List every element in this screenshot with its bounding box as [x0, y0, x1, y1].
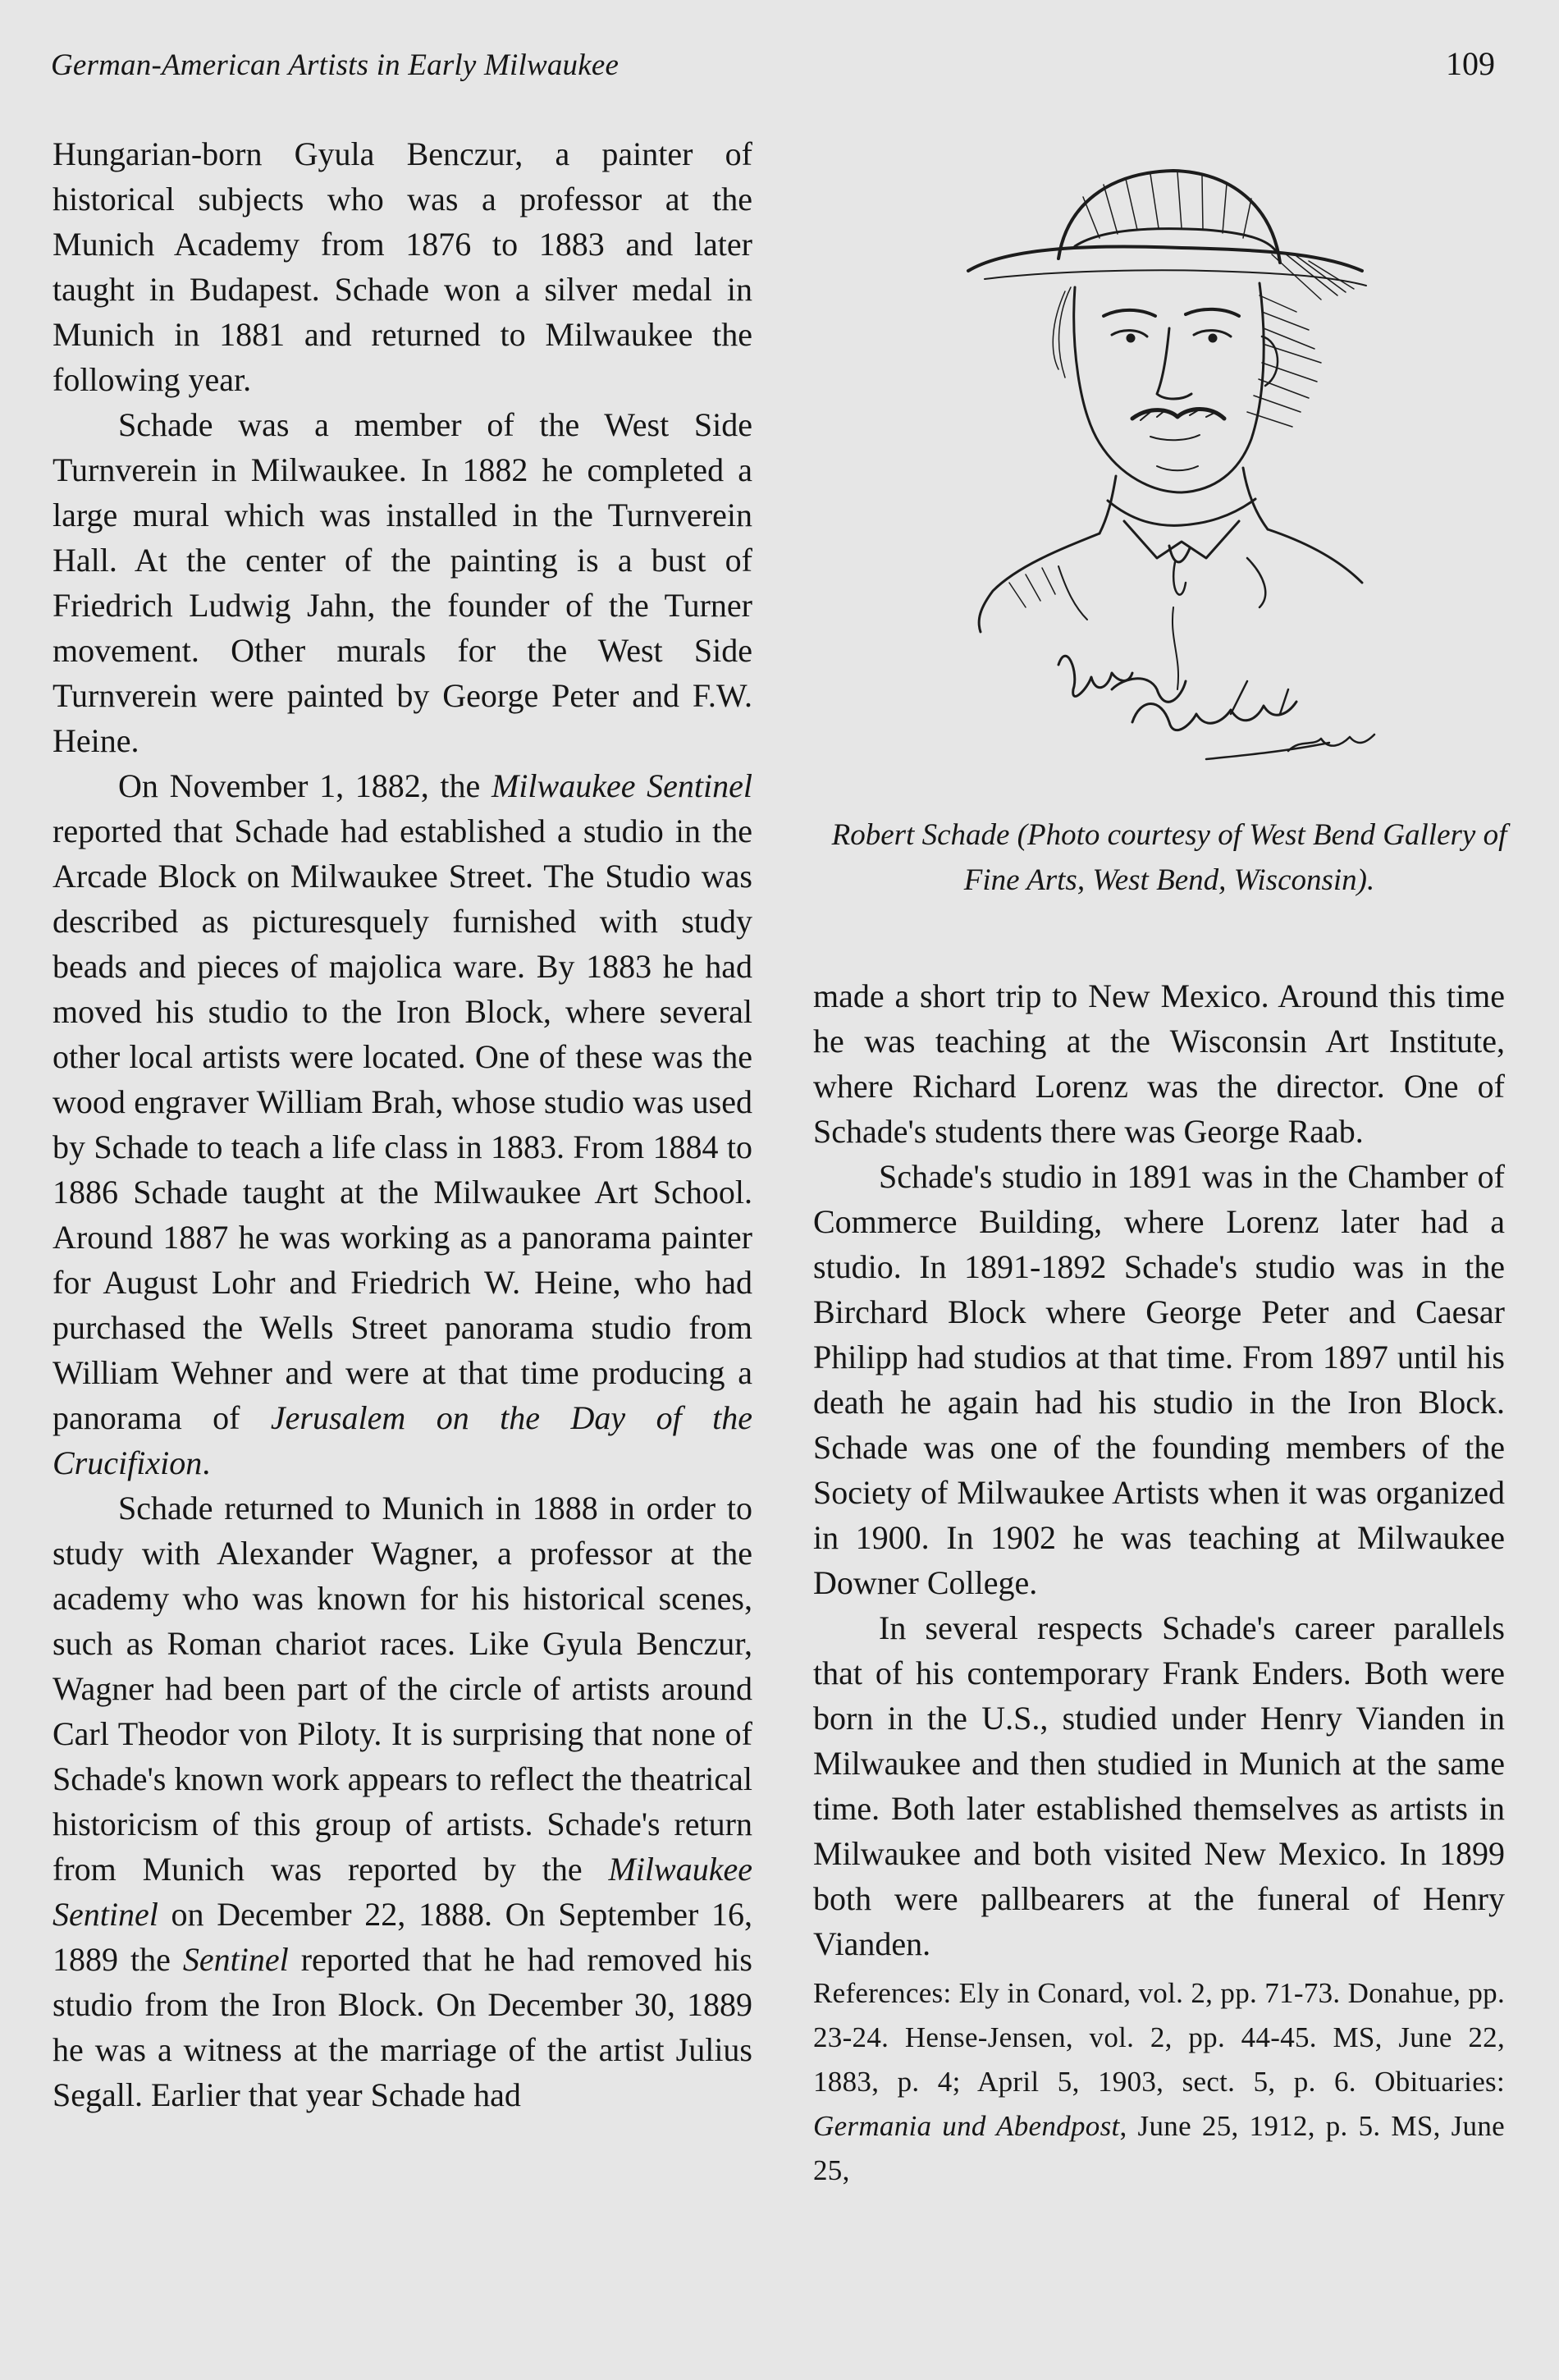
paragraph: Schade's studio in 1891 was in the Chamber of Commerce Building, where Lorenz later had a studio. In 1891-1892 Schade's studio was in the Birchard Block where George Peter and Caesar Philipp had studios at that time. From 1897 until his death he again had his studio in the Iron Block. Schade was one of the founding members of the Society of Milwaukee Artists when it was organized in 1900. In 1902 he was teaching at Milwaukee Downer College. [813, 1158, 1505, 1601]
page-number: 109 [1446, 45, 1495, 82]
text-run: reported that Schade had established a studio in the Arcade Block on Milwaukee Street. The Studio was described as picturesquely furnished with study beads and pieces of majolica ware. By 1883 he had moved his studio to the Iron Block, where several other local artists were located. One of these was the wood engraver William Brah, whose studio was used by Schade to teach a life class in 1883. From 1884 to 1886 Schade taught at the Milwaukee Art School. Around 1887 he was working as a panorama painter for August Lohr and Friedrich W. Heine, who had purchased the Wells Street panorama studio from William Wehner and were at that time producing a panorama of [53, 812, 752, 1436]
portrait-sketch [935, 148, 1428, 796]
paragraph [53, 763, 752, 1485]
paragraph: In several respects Schade's career parallels that of his contemporary Frank Enders. Both were born in the U.S., studied under Henry Vianden in Milwaukee and then studied in Munich at the same time. Both later established themselves as artists in Milwaukee and both visited New Mexico. In 1899 both were pallbearers at the funeral of Henry Vianden. [813, 1609, 1505, 1962]
italic-title: Germania und Abendpost [813, 2110, 1120, 2142]
text-run: On November 1, 1882, the [118, 767, 491, 804]
paragraph: Schade was a member of the West Side Turnverein in Milwaukee. In 1882 he completed a large mural which was installed in the Turnverein Hall. At the center of the painting is a bust of Friedrich Ludwig Jahn, the founder of the Turner movement. Other murals for the West Side Turnverein were painted by George Peter and F.W. Heine. [53, 406, 752, 759]
italic-title: Sentinel [182, 1941, 289, 1978]
italic-title: Jerusalem on the Day of the Crucifixion [53, 1399, 752, 1481]
text-run: reported that he had removed his studio from the Iron Block. On December 30, 1889 he was a witness at the marriage of the artist Julius Segall. Earlier that year Schade had [53, 1941, 752, 2113]
italic-title: Milwaukee Sentinel [53, 1851, 752, 1933]
portrait-drawing [935, 148, 1428, 796]
text-run: References: Ely in Conard, vol. 2, pp. 71-73. Donahue, pp. 23-24. Hense-Jensen, vol. 2, pp. 44-45. MS, June 22, 1883, p. 4; April 5, 1903, sect. 5, p. 6. Obituaries: [813, 1977, 1505, 2098]
running-head: German-American Artists in Early Milwaukee [51, 48, 619, 82]
italic-title: Milwaukee Sentinel [491, 767, 752, 804]
text-run: , June 25, 1912, p. 5. MS, June 25, [813, 2110, 1505, 2186]
text-run: . [202, 1444, 211, 1481]
paragraph [53, 1485, 752, 2117]
references [813, 1971, 1505, 2193]
paragraph: made a short trip to New Mexico. Around this time he was teaching at the Wisconsin Art Institute, where Richard Lorenz was the director. One of Schade's students there was George Raab. [813, 977, 1505, 1150]
text-run: Schade returned to Munich in 1888 in order to study with Alexander Wagner, a professor at the academy who was known for his historical scenes, such as Roman chariot races. Like Gyula Benczur, Wagner had been part of the circle of artists around Carl Theodor von Piloty. It is surprising that none of Schade's known work appears to reflect the theatrical historicism of this group of artists. Schade's return from Munich was reported by the [53, 1490, 752, 1888]
paragraph: Hungarian-born Gyula Benczur, a painter of historical subjects who was a professor at the Munich Academy from 1876 to 1883 and later taught in Budapest. Schade won a silver medal in Munich in 1881 and returned to Milwaukee the following year. [53, 135, 752, 398]
figure-caption: Robert Schade (Photo courtesy of West Bend Gallery of Fine Arts, West Bend, Wisconsin). [831, 818, 1507, 897]
right-column [813, 973, 1505, 2193]
left-column [53, 131, 752, 2117]
text-run: on December 22, 1888. On September 16, 1889 the [53, 1896, 752, 1978]
